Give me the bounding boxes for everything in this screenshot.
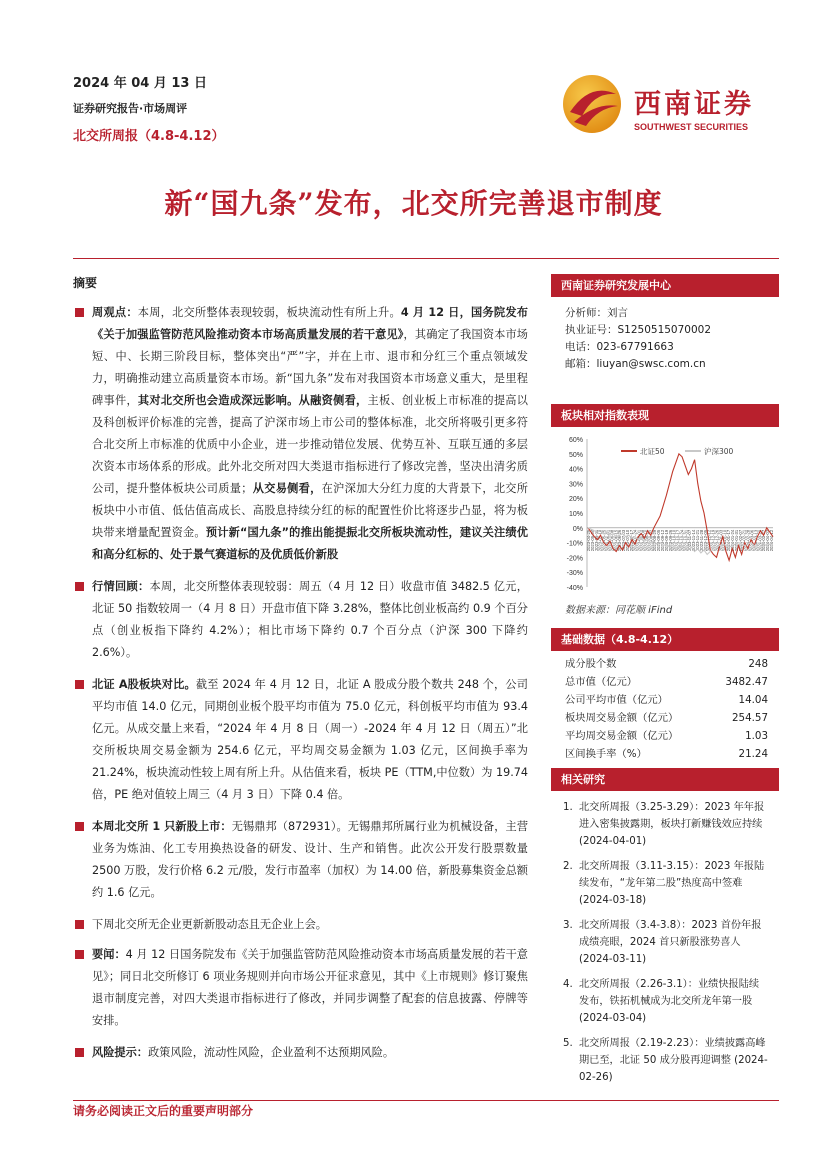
news-label: 要闻： <box>92 948 126 961</box>
ipo-text: 无锡鼎邦（872931）。无锡鼎邦所属行业为机械设备，主营业务为炼油、化工专用换热设备的研发、设计、生产和销售。此次公开发行股票数量 2500 万股，发行价格 6.2 元/股，发行市盈率（加权）为 14.00 倍，新股募集资金总额约 1.6 亿元。 <box>92 820 529 899</box>
news-text: 4 月 12 日国务院发布《关于加强监管防范风险推动资本市场高质量发展的若干意见》；同日北交所修订 6 项业务规则并向市场公开征求意见，其中《上市规则》修订聚焦退市制度完善，对四大类退市指标进行了修改，并同步调整了配套的信息披露、停牌等安排。 <box>92 948 528 1027</box>
x-tick-label: 2023-04-25 <box>586 529 591 552</box>
title-divider <box>73 258 779 259</box>
basic-data-key: 总市值（亿元） <box>565 676 638 688</box>
basic-data-heading: 基础数据（4.8-4.12） <box>551 628 779 651</box>
x-tick-label: 2024-01-03 <box>718 529 724 552</box>
related-research-item[interactable] <box>551 799 779 850</box>
x-tick-label: 2023-05-25 <box>601 529 607 552</box>
basic-data-key: 平均周交易金额（亿元） <box>565 730 679 742</box>
x-tick-label: 2023-05-18 <box>597 529 603 552</box>
viewpoint-text-4: 在沪深加大分红力度的大背景下，北交所板块中小市值、低估值高成长、高股息持续分红的标的配置性价比将逐步凸显，将为板块带来增量配置资金。 <box>92 482 528 539</box>
report-series: 北交所周报（4.8-4.12） <box>73 129 225 144</box>
related-research-item[interactable] <box>551 1035 779 1086</box>
x-tick-label: 2023-09-26 <box>667 529 673 552</box>
analyst-info <box>551 297 779 373</box>
viewpoint-label: 周观点： <box>92 306 138 319</box>
x-tick-label: 2023-10-24 <box>679 529 685 552</box>
x-tick-label: 2023-07-17 <box>628 529 634 552</box>
x-tick-label: 2023-12-12 <box>706 529 712 552</box>
basic-data-value: 3482.47 <box>725 676 768 688</box>
x-tick-label: 2023-05-04 <box>589 529 595 552</box>
related-research-heading: 相关研究 <box>551 768 779 791</box>
x-tick-label: 2023-08-22 <box>648 529 654 552</box>
bullet-square-icon <box>75 920 84 929</box>
x-tick-label: 2023-09-05 <box>656 529 662 552</box>
x-tick-label: 2024-04-03 <box>765 529 771 552</box>
related-research-item[interactable] <box>551 976 779 1027</box>
footer-divider <box>73 1100 779 1101</box>
x-tick-label: 2023-11-14 <box>691 529 697 551</box>
basic-data-value: 1.03 <box>745 730 768 742</box>
x-tick-label: 2023-09-12 <box>659 529 665 552</box>
company-logo <box>560 72 770 136</box>
x-tick-label: 2023-10-17 <box>675 529 681 552</box>
y-tick-label: -30% <box>566 570 583 578</box>
market-review-paragraph <box>73 576 528 664</box>
basic-data-key: 成分股个数 <box>565 658 617 670</box>
basic-data-section <box>551 628 779 763</box>
x-tick-label: 2024-01-24 <box>730 529 736 552</box>
analyst-name: 分析师：刘言 <box>565 307 628 319</box>
next-week-paragraph <box>73 914 528 936</box>
bullet-square-icon <box>75 308 84 317</box>
related-item-title: 北交所周报（3.25-3.29）：2023 年年报进入密集披露期，板块打新赚钱效应持续 (2024-04-01) <box>579 802 765 847</box>
page-title: 新“国九条”发布，北交所完善退市制度 <box>164 187 663 220</box>
x-tick-label: 2023-08-08 <box>640 529 646 552</box>
logo-english-name: SOUTHWEST SECURITIES <box>634 122 749 132</box>
x-tick-label: 2024-03-06 <box>749 529 755 552</box>
related-item-title: 北交所周报（3.4-3.8）：2023 首份年报成绩亮眼，2024 首只新股涨势喜人 (2024-03-11) <box>579 920 762 965</box>
x-tick-label: 2023-07-10 <box>624 529 630 552</box>
basic-data-value: 254.57 <box>731 712 768 724</box>
basic-data-value: 21.24 <box>738 748 768 760</box>
bullet-square-icon <box>75 680 84 689</box>
related-research-item[interactable] <box>551 858 779 909</box>
logo-emblem-icon <box>560 72 624 136</box>
risk-text: 政策风险，流动性风险，企业盈利不达预期风险。 <box>147 1046 395 1059</box>
viewpoint-text-3: 主板、创业板上市标准的提高以及科创板评价标准的完善，提高了沪深市场上市公司的整体标准，北交所将吸引更多符合北交所上市标准的优质中小企业，进一步推动错位发展、优势互补、互联互通的多层次资本市场体系的形成。此外北交所对四大类退市指标进行了修改完善，坚决出清劣质公司，提升整体板块公司质量； <box>92 394 528 495</box>
related-research-section <box>551 768 779 1094</box>
related-item-number: 1. <box>563 802 573 813</box>
bullet-square-icon <box>75 950 84 959</box>
viewpoint-bold-5: 预计新“国九条”的推出能提振北交所板块流动性，建议关注绩优和高分红标的、处于景气赛道标的及优质低价新股 <box>92 526 528 561</box>
risk-label: 风险提示： <box>92 1046 148 1059</box>
bullet-square-icon <box>75 822 84 831</box>
legend-label: 沪深300 <box>704 447 734 456</box>
x-tick-label: 2024-04-12 <box>769 529 774 552</box>
research-center-heading: 西南证券研究发展中心 <box>551 274 779 297</box>
viewpoint-bold-2: 4 月 12 日，国务院发布《关于加强监管防范风险推动资本市场高质量发展的若干意见》 <box>92 306 528 341</box>
x-tick-label: 2024-01-17 <box>726 529 732 552</box>
relative-index-chart <box>551 427 779 597</box>
related-item-title: 北交所周报（3.11-3.15）：2023 年报陆续发布，“龙年第二股”热度高中签难 (2024-03-18) <box>579 861 765 906</box>
related-research-item[interactable] <box>551 917 779 968</box>
chart-source: 数据来源：同花顺 iFind <box>565 605 673 616</box>
basic-data-value: 248 <box>748 658 768 670</box>
basic-data-value: 14.04 <box>738 694 768 706</box>
y-tick-label: -40% <box>566 585 583 592</box>
related-item-number: 2. <box>563 861 573 872</box>
x-tick-label: 2023-06-26 <box>617 529 623 552</box>
x-tick-label: 2023-05-11 <box>593 529 599 551</box>
x-tick-label: 2023-12-26 <box>714 529 720 552</box>
basic-data-key: 公司平均市值（亿元） <box>565 694 668 706</box>
y-tick-label: 10% <box>568 511 583 518</box>
risk-paragraph <box>73 1042 528 1064</box>
x-tick-label: 2023-07-03 <box>621 529 627 552</box>
logo-chinese-name: 西南证券 <box>634 89 754 120</box>
related-item-number: 4. <box>563 979 573 990</box>
next-week-text: 下周北交所无企业更新新股动态且无企业上会。 <box>92 918 327 931</box>
legend-label: 北证50 <box>640 447 665 456</box>
market-review-label: 行情回顾： <box>92 580 150 593</box>
viewpoint-bold-4: 从交易侧看， <box>252 482 322 495</box>
x-tick-label: 2023-11-21 <box>695 529 701 551</box>
viewpoint-text-1: 本周，北交所整体表现较弱，板块流动性有所上升。 <box>137 306 401 319</box>
x-tick-label: 2024-02-21 <box>741 529 747 552</box>
comparison-text: 截至 2024 年 4 月 12 日，北证 A 股成分股个数共 248 个，公司平均市值 14.0 亿元，同期创业板个股平均市值为 75.0 亿元，科创板平均市值为 93.4 亿元。从成交量上来看，“2024 年 4 月 8 日（周一）-2024 年 4 月 12 日（周五）”北交所板块周交易金额为 254.6 亿元，平均周交易金额为 1.03 亿元，区间换手率为 21.24%，板块流动性较上周有所上升。从估值来看，板块 PE（TTM,中位数）为 19.74 倍，PE 绝对值较上周三（4 月 3 日）下降 0.4 倍。 <box>92 678 528 801</box>
basic-data-row <box>551 745 779 763</box>
analyst-email[interactable]: 邮箱：liuyan@swsc.com.cn <box>565 358 706 370</box>
x-tick-label: 2023-06-01 <box>605 529 611 552</box>
basic-data-row <box>551 691 779 709</box>
x-tick-label: 2023-08-15 <box>644 529 650 552</box>
y-tick-label: 60% <box>568 437 583 444</box>
x-tick-label: 2023-06-08 <box>609 529 615 552</box>
x-tick-label: 2023-06-15 <box>613 529 619 552</box>
viewpoint-text-2: ，其确定了我国资本市场短、中、长期三阶段目标，整体突出“严”字，并在上市、退市和分红三个重点领域发力，明确推动建立高质量资本市场。新“国九条”发布对我国资本市场意义重大，是里程碑事件， <box>92 328 528 407</box>
report-header <box>73 72 225 144</box>
related-item-title: 北交所周报（2.26-3.1）：业绩快报陆续发布，铁拓机械成为北交所龙年第一股 (2024-03-04) <box>579 979 760 1024</box>
ipo-label: 本周北交所 1 只新股上市： <box>92 820 232 833</box>
analyst-phone: 电话：023-67791663 <box>565 341 674 353</box>
x-tick-label: 2023-08-29 <box>652 529 658 552</box>
bullet-square-icon <box>75 1048 84 1057</box>
y-tick-label: 50% <box>568 451 583 459</box>
x-tick-label: 2023-11-07 <box>687 529 693 551</box>
x-tick-label: 2024-02-07 <box>737 529 743 552</box>
report-date: 2024 年 04 月 13 日 <box>73 76 207 91</box>
related-item-title: 北交所周报（2.19-2.23）：业绩披露高峰期已至，北证 50 成分股再迎调整 (2024-02-26) <box>579 1038 768 1083</box>
x-tick-label: 2024-01-10 <box>722 529 728 552</box>
basic-data-row <box>551 673 779 691</box>
x-tick-label: 2023-07-24 <box>632 529 638 552</box>
y-tick-label: 20% <box>568 496 583 504</box>
x-tick-label: 2023-12-19 <box>710 529 716 552</box>
basic-data-key: 板块周交易金额（亿元） <box>565 712 679 724</box>
report-type: 证券研究报告·市场周评 <box>73 102 188 115</box>
basic-data-row <box>551 727 779 745</box>
sidebar <box>551 274 779 1083</box>
x-tick-label: 2024-03-20 <box>757 529 763 552</box>
chart-heading: 板块相对指数表现 <box>551 404 779 427</box>
x-tick-label: 2024-01-31 <box>733 529 739 552</box>
x-tick-label: 2024-03-13 <box>753 529 759 552</box>
basic-data-row <box>551 655 779 673</box>
abstract-column <box>73 274 528 1074</box>
x-tick-label: 2024-03-27 <box>761 529 767 552</box>
y-tick-label: 0% <box>572 525 583 533</box>
y-tick-label: 40% <box>568 466 583 474</box>
market-review-text: 本周，北交所整体表现较弱：周五（4 月 12 日）收盘市值 3482.5 亿元，北证 50 指数较周一（4 月 8 日）开盘市值下降 3.28%，整体比创业板高约 0.9 个百分点（创业板指下降约 4.2%）；相比市场下降约 0.7 个百分点（沪深 300 下降约 2.6%）。 <box>92 580 528 659</box>
x-tick-label: 2023-09-19 <box>663 529 669 552</box>
x-tick-label: 2023-11-28 <box>698 529 704 551</box>
comparison-label: 北证 A股板块对比。 <box>92 678 196 691</box>
ipo-paragraph <box>73 816 528 904</box>
footer-disclaimer: 请务必阅读正文后的重要声明部分 <box>73 1104 254 1118</box>
related-item-number: 3. <box>563 920 573 931</box>
y-tick-label: -10% <box>566 540 583 548</box>
y-tick-label: -20% <box>566 555 583 563</box>
abstract-heading: 摘要 <box>73 276 98 290</box>
x-tick-label: 2023-08-01 <box>636 529 642 552</box>
news-paragraph <box>73 944 528 1032</box>
viewpoint-bold-3: 其对北交所也会造成深远影响。从融资侧看， <box>137 394 368 407</box>
x-tick-label: 2023-12-05 <box>702 529 708 552</box>
related-item-number: 5. <box>563 1038 573 1049</box>
basic-data-key: 区间换手率（%） <box>565 748 647 760</box>
y-tick-label: 30% <box>568 481 583 489</box>
basic-data-row <box>551 709 779 727</box>
comparison-paragraph <box>73 674 528 806</box>
viewpoint-paragraph <box>73 302 528 566</box>
analyst-license: 执业证号：S1250515070002 <box>565 324 712 336</box>
x-tick-label: 2023-10-31 <box>683 529 689 552</box>
x-tick-label: 2023-10-10 <box>671 529 677 552</box>
x-tick-label: 2024-02-28 <box>745 529 751 552</box>
chart-section <box>551 404 779 616</box>
bullet-square-icon <box>75 582 84 591</box>
